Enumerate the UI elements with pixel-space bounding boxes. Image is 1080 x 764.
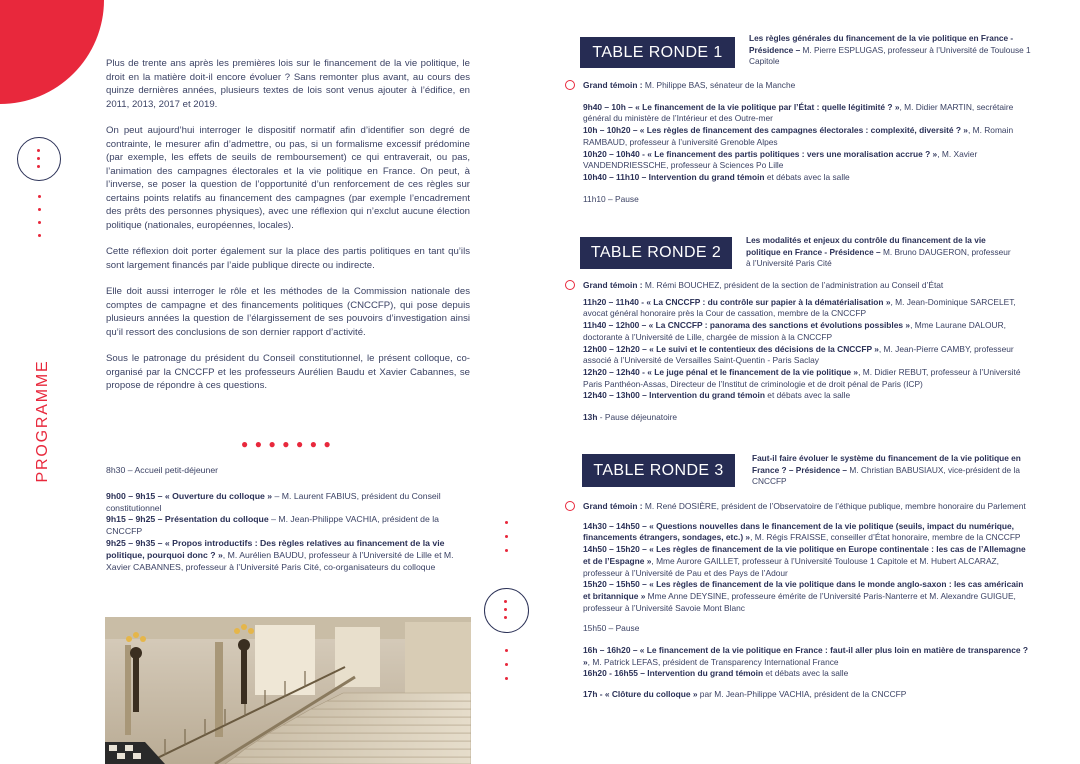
witness-bullet-icon xyxy=(565,280,575,290)
table-ronde-2-title: Les modalités et enjeux du contrôle du financement de la vie politique en France - Présidence – M. Bruno DAUGERON, professeur à l’Université Paris Cité xyxy=(746,235,1011,268)
pause-item: 15h50 – Pause xyxy=(583,623,640,634)
closing-item: 17h - « Clôture du colloque » par M. Jean-Philippe VACHIA, président de la CNCCFP xyxy=(583,689,907,700)
schedule-item: 10h20 – 10h40 - « Le financement des partis politiques : vers une moralisation accrue ? », M. Xavier VANDENDRIESSCHE, professeur à Sciences Po Lille xyxy=(583,148,978,171)
schedule-item: 9h15 – 9h25 – Présentation du colloque – M. Jean-Philippe VACHIA, président de la CNCCFP xyxy=(106,514,439,537)
grand-temoin: Grand témoin : M. Philippe BAS, sénateur de la Manche xyxy=(583,80,796,90)
intro-paragraph: On peut aujourd’hui interroger le dispositif normatif afin d’identifier son degré de contrainte, le mesurer afin d’admettre, ou pas, si un formalisme excessif prédomine (par exemple, les effets de seuils de remboursement) ce qui entraverait, ou pas, l’animation des campagnes électorales et la vie politique en France. On peut, à l’inverse, se poser la question de l’opportunité d’un renforcement de ces règles sur certains points relatifs au financement des campagnes (par exemple l’encadrement des prêts des personnes physiques), avec une réflexion qui n’exclut aucune élection politique (nationales, européennes, locales). xyxy=(106,125,470,231)
witness-bullet-icon xyxy=(565,501,575,511)
witness-bullet-icon xyxy=(565,80,575,90)
schedule-item: 9h40 – 10h – « Le financement de la vie politique par l’État : quelle légitimité ? », M. Didier MARTIN, secrétaire général du ministère de l’Intérieur et des Outre-mer xyxy=(583,101,1014,124)
schedule-item: 14h30 – 14h50 – « Questions nouvelles dans le financement de la vie politique (seuils, impact du numérique, financements étrangers, sondages, etc.) », M. Régis FRAISSE, conseiller d’État honoraire, membre de la CNCCFP xyxy=(583,520,1021,543)
morning-schedule xyxy=(106,465,470,573)
schedule-item: 12h40 – 13h00 – Intervention du grand témoin et débats avec la salle xyxy=(583,390,851,401)
schedule-item: 14h50 – 15h20 – « Les règles de financement de la vie politique en Europe continentale : les cas de l’Allemagne et de l’Espagne », Mme Aurore GAILLET, professeur à l’Université Toulouse 1 Capitole et M. Hubert ALCARAZ, professeur à l’Université de Pau et des Pays de l’Adour xyxy=(583,544,1026,578)
grand-temoin: Grand témoin : M. Rémi BOUCHEZ, président de la section de l’administration au Conseil d’État xyxy=(583,280,944,290)
sidebar-ring-icon xyxy=(17,137,61,181)
intro-paragraph: Elle doit aussi interroger le rôle et les méthodes de la Commission nationale des comptes de campagne et des financements politiques (CNCCFP), qui pose depuis plusieurs années la question de l’élargissement de ses pouvoirs d’investigation ainsi qu’il ressort des conclusions de son dernier rapport d’activité. xyxy=(106,286,470,338)
middle-dots-top xyxy=(505,521,508,552)
middle-dots-bottom xyxy=(505,649,508,680)
schedule-item: 16h – 16h20 – « Le financement de la vie politique en France : faut-il aller plus loin en matière de transparence ? », M. Patrick LEFAS, président de Transparency International France xyxy=(583,645,1028,667)
table-ronde-1-label: TABLE RONDE 1 xyxy=(580,37,735,68)
table-ronde-1-title: Les règles générales du financement de la vie politique en France - Présidence – M. Pierre ESPLUGAS, professeur à l’Université de Toulouse 1 Capitole xyxy=(749,33,1031,66)
table-ronde-3-label: TABLE RONDE 3 xyxy=(582,454,735,487)
table-ronde-2-label: TABLE RONDE 2 xyxy=(580,237,732,269)
schedule-item: 9h00 – 9h15 – « Ouverture du colloque » – M. Laurent FABIUS, président du Conseil constitutionnel xyxy=(106,490,441,513)
table-ronde-2-content xyxy=(583,280,1031,424)
schedule-item: 9h25 – 9h35 – « Propos introductifs : Des règles relatives au financement de la vie politique, pourquoi donc ? », M. Aurélien BAUDU, professeur à l’Université de Lille et M. Xavier CABANNES, professeur à l’Université Paris Cité, co-organisateurs du colloque xyxy=(106,537,454,572)
table-ronde-1-content xyxy=(583,80,1031,205)
table-ronde-3-content xyxy=(583,501,1031,701)
schedule-item: 10h40 – 11h10 – Intervention du grand témoin et débats avec la salle xyxy=(583,171,850,182)
schedule-item: 10h – 10h20 – « Les règles de financement des campagnes électorales : complexité, diversité ? », M. Romain RAMBAUD, professeur à l’université Grenoble Alpes xyxy=(583,125,1014,147)
grand-temoin: Grand témoin : M. René DOSIÈRE, président de l’Observatoire de l’éthique publique, membre honoraire du Parlement xyxy=(583,501,1026,511)
corner-circle-decoration xyxy=(0,0,104,104)
intro-paragraph: Plus de trente ans après les premières lois sur le financement de la vie politique, le droit en la matière doit-il encore évoluer ? Sans remonter plus avant, au cours des quinze dernières années, plusieurs textes de lois sont venus ajouter à l’édifice, en 2011, 2013, 2017 et 2019. xyxy=(106,58,470,110)
staircase-photo xyxy=(105,617,471,764)
programme-label: PROGRAMME xyxy=(34,359,51,483)
middle-ring-icon xyxy=(484,588,529,633)
schedule-item: 12h20 – 12h40 - « Le juge pénal et le financement de la vie politique », M. Didier REBUT, professeur à l’Université Paris Panthéon-Assas, Directeur de l’Institut de criminologie et de droit pénal de Paris (ICP) xyxy=(583,366,1021,389)
schedule-item: 16h20 - 16h55 – Intervention du grand témoin et débats avec la salle xyxy=(583,668,849,679)
intro-paragraph: Sous le patronage du président du Conseil constitutionnel, le présent colloque, co-organisé par la CNCCFP et les professeurs Aurélien Baudu et Xavier Cabannes, se propose de répondre à ces questions. xyxy=(106,353,470,391)
pause-item: 13h - Pause déjeunatoire xyxy=(583,412,678,423)
intro-text xyxy=(106,57,470,406)
breakfast-item: 8h30 – Accueil petit-déjeuner xyxy=(106,465,219,475)
separator-dots: ●●●●●●● xyxy=(241,437,338,451)
sidebar-dots xyxy=(38,195,41,237)
pause-item: 11h10 – Pause xyxy=(583,193,639,204)
table-ronde-3-title: Faut-il faire évoluer le système du financement de la vie politique en France ? – Présidence – M. Christian BABUSIAUX, vice-président de la CNCCFP xyxy=(752,453,1021,486)
intro-paragraph: Cette réflexion doit porter également sur la place des partis politiques en tant qu’ils sont largement financés par l’aide publique directe ou indirecte. xyxy=(106,246,470,271)
schedule-item: 11h40 – 12h00 – « La CNCCFP : panorama des sanctions et évolutions possibles », Mme Laurane DALOUR, doctorante à l’Université de Lille, chargée de mission à la CNCCFP xyxy=(583,320,1006,342)
schedule-item: 11h20 – 11h40 - « La CNCCFP : du contrôle sur papier à la dématérialisation », M. Jean-Dominique SARCELET, avocat général honoraire près la Cour de cassation, membre de la CNCCFP xyxy=(583,296,1016,319)
schedule-item: 12h00 – 12h20 – « Le suivi et le contentieux des décisions de la CNCCFP », M. Jean-Pierre CAMBY, professeur associé à l’Université de Versailles Saint-Quentin - Paris Saclay xyxy=(583,343,1014,366)
schedule-item: 15h20 – 15h50 – « Les règles de financement de la vie politique dans le monde anglo-saxon : les cas américain et britannique » Mme Anne DEYSINE, professeure émérite de l’Université Paris-Nanterre et M. Alexandre GUIGUE, professeur à l’Université Savoie Mont Blanc xyxy=(583,579,1024,613)
